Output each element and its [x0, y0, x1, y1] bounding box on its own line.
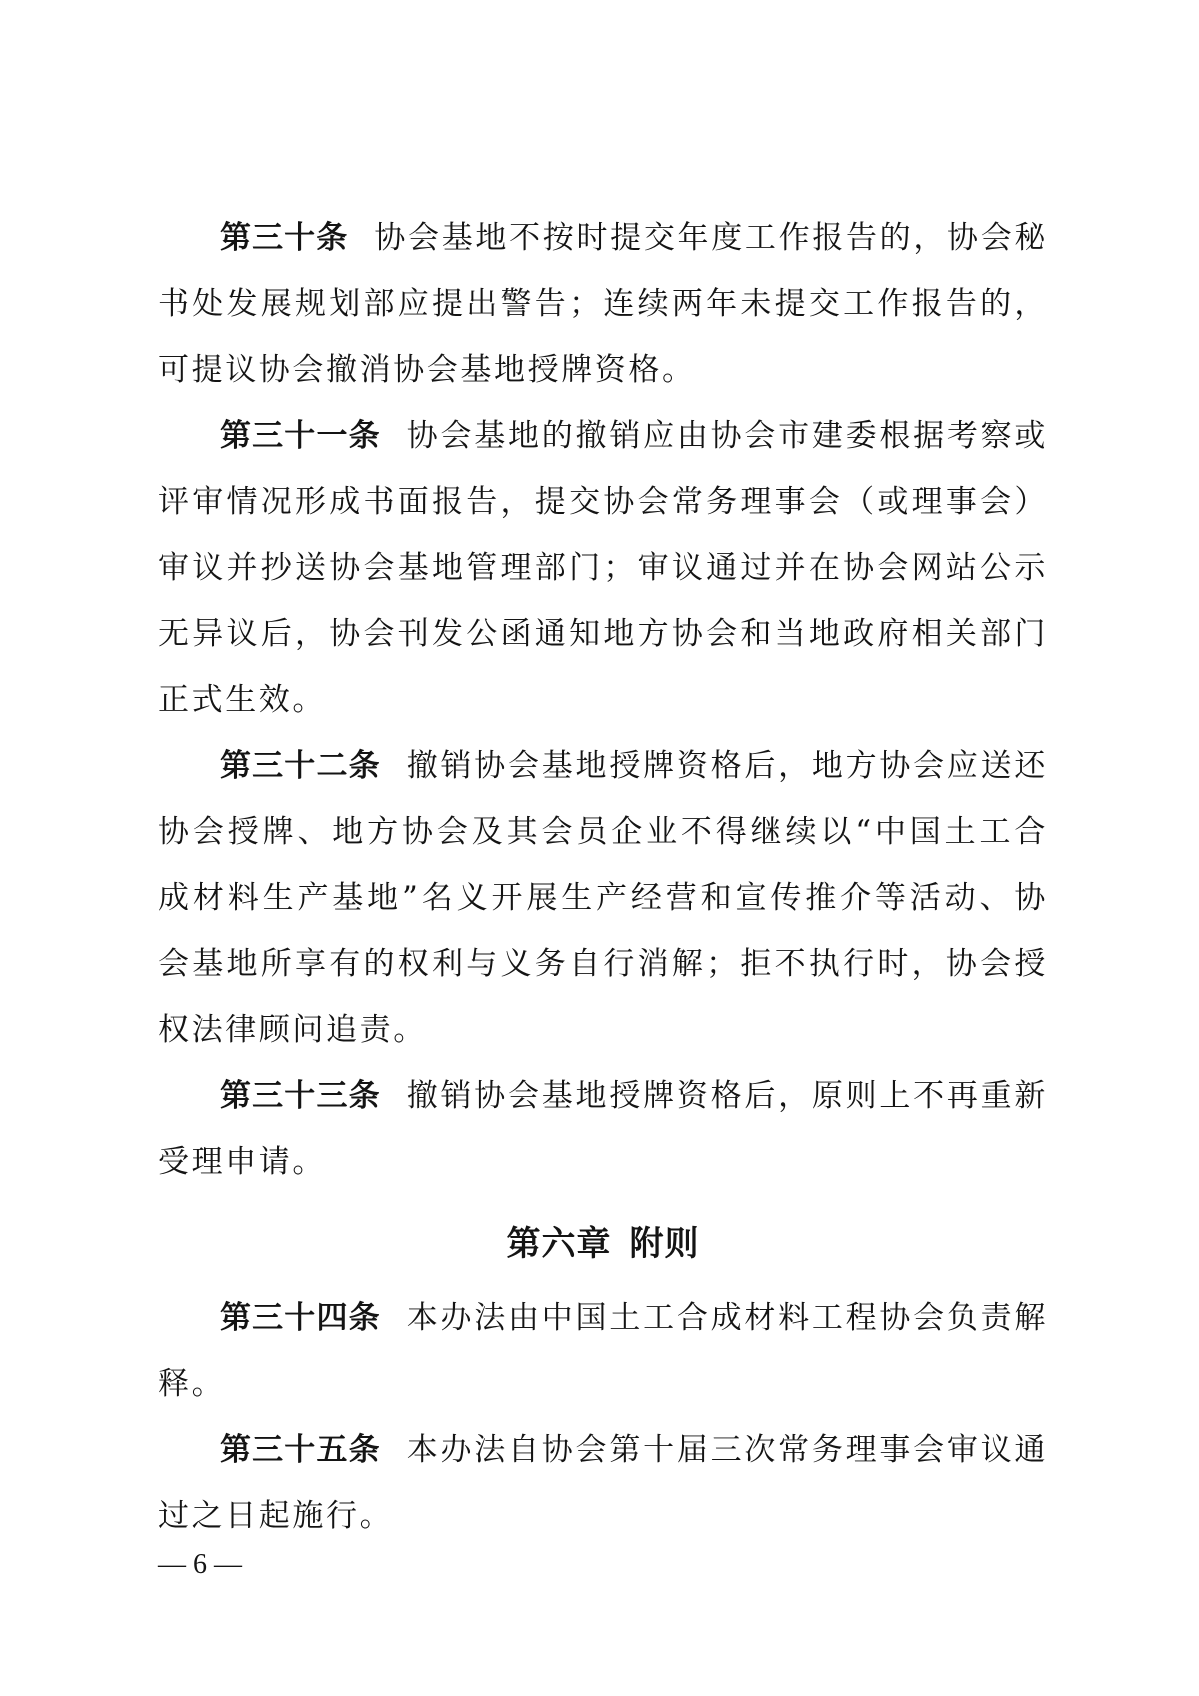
article-number: 第三十一条	[220, 418, 381, 454]
chapter-heading	[158, 1211, 1048, 1277]
article-number: 第三十条	[220, 220, 349, 256]
article-31	[158, 403, 1048, 733]
article-text: 协会基地的撤销应由协会市建委根据考察或评审情况形成书面报告，提交协会常务理事会（或理事会）审议并抄送协会基地管理部门；审议通过并在协会网站公示无异议后，协会刊发公函通知地方协会和当地政府相关部门正式生效。	[158, 418, 1048, 718]
article-number: 第三十三条	[220, 1078, 381, 1114]
article-32	[158, 733, 1048, 1063]
article-34	[158, 1285, 1048, 1417]
article-text: 撤销协会基地授牌资格后，地方协会应送还协会授牌、地方协会及其会员企业不得继续以“中国土工合成材料生产基地”名义开展生产经营和宣传推介等活动、协会基地所享有的权利与义务自行消解；拒不执行时，协会授权法律顾问追责。	[158, 748, 1048, 1048]
article-text: 撤销协会基地授牌资格后，原则上不再重新受理申请。	[158, 1078, 1048, 1180]
article-35	[158, 1417, 1048, 1549]
article-text: 本办法由中国土工合成材料工程协会负责解释。	[158, 1300, 1048, 1402]
chapter-number: 第六章	[506, 1224, 612, 1264]
article-text: 协会基地不按时提交年度工作报告的，协会秘书处发展规划部应提出警告；连续两年未提交工作报告的，可提议协会撤消协会基地授牌资格。	[158, 220, 1049, 388]
article-number: 第三十五条	[220, 1432, 381, 1468]
page-number: — 6 —	[158, 1549, 242, 1580]
article-number: 第三十四条	[220, 1300, 381, 1336]
article-text: 本办法自协会第十届三次常务理事会审议通过之日起施行。	[158, 1432, 1048, 1534]
article-33	[158, 1063, 1048, 1195]
chapter-title: 附则	[629, 1224, 700, 1264]
page-body	[158, 205, 1048, 1549]
article-30	[158, 205, 1048, 403]
article-number: 第三十二条	[220, 748, 381, 784]
